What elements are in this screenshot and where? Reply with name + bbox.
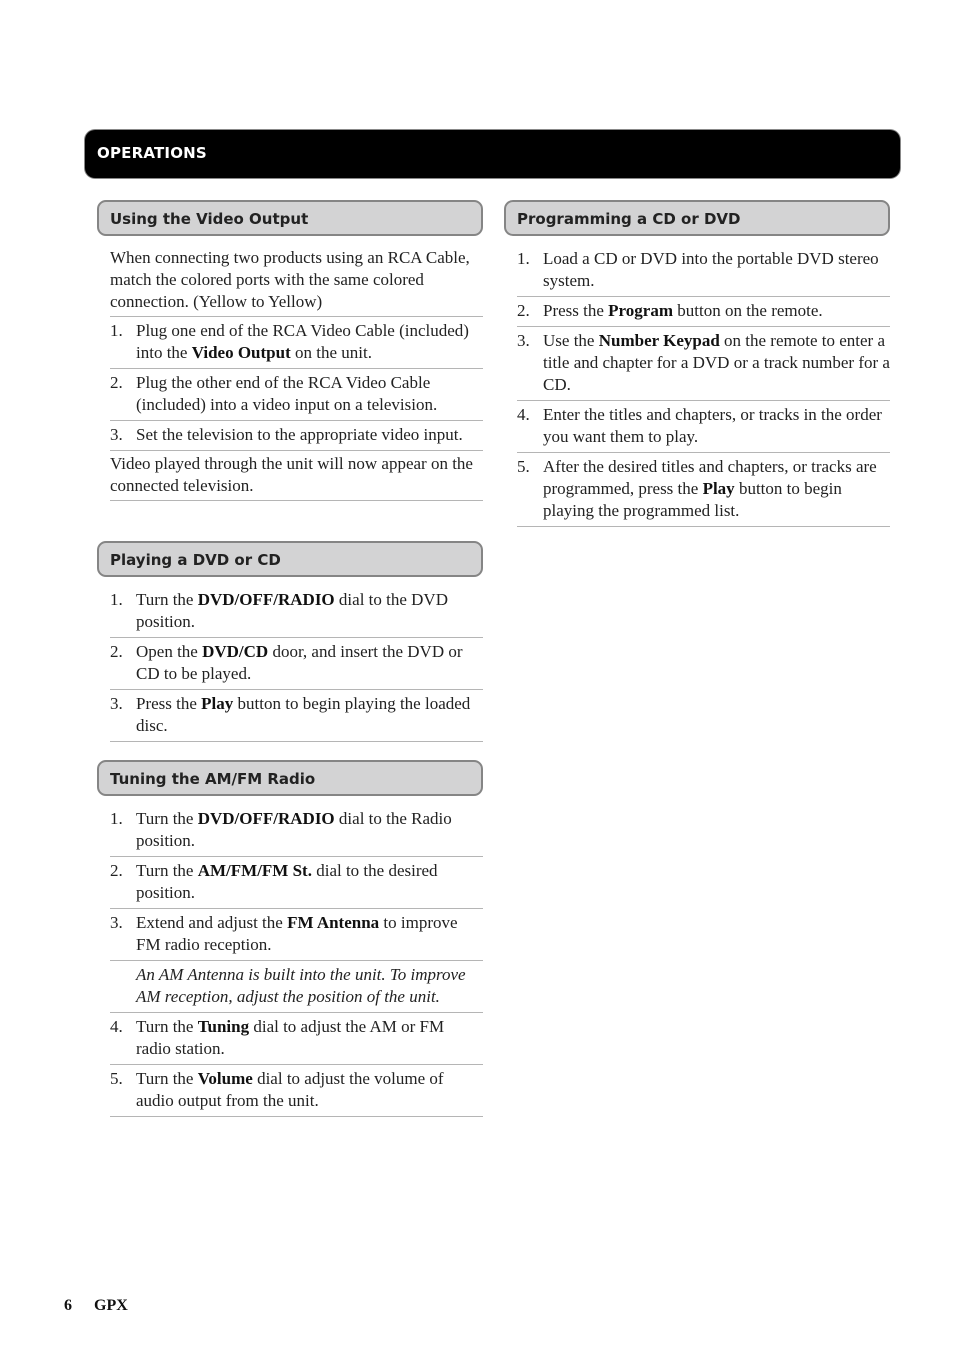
step-text: Extend and adjust the — [136, 913, 288, 932]
list-item — [517, 245, 890, 297]
step-text: on the remote to enter a title and chapter for a DVD or a track number for a CD. — [543, 331, 890, 394]
step-text: dial to the Radio position. — [136, 809, 452, 850]
step-text: to improve FM radio reception. — [136, 913, 458, 954]
list-item — [110, 857, 483, 909]
step-number: 3. — [110, 425, 123, 444]
list-item — [517, 297, 890, 327]
section-heading — [97, 200, 483, 236]
step-bold: Volume — [197, 1069, 253, 1088]
step-bold: Program — [608, 301, 674, 320]
step-number: 3. — [517, 331, 530, 350]
step-number: 2. — [110, 861, 123, 880]
list-item — [110, 638, 483, 690]
step-bold: Play — [201, 694, 234, 713]
list-item — [110, 369, 483, 421]
step-number: 4. — [517, 405, 530, 424]
step-text: Enter the titles and chapters, or tracks in the order you want them to play. — [543, 405, 882, 446]
list-item — [517, 453, 890, 527]
step-number: 1. — [110, 590, 123, 609]
step-text: door, and insert the DVD or CD to be played. — [136, 642, 463, 683]
step-text: Load a CD or DVD into the portable DVD stereo system. — [543, 249, 879, 290]
list-item — [110, 421, 483, 451]
step-text: After the desired titles and chapters, or tracks are programmed, press the — [543, 457, 877, 498]
step-bold: AM/FM/FM St. — [197, 861, 312, 880]
step-bold: DVD/OFF/RADIO — [197, 809, 335, 828]
step-text: on the unit. — [290, 343, 372, 362]
list-item — [110, 909, 483, 961]
intro-paragraph: When connecting two products using an RCA Cable, match the colored ports with the same colored connection. (Yellow to Yellow) — [110, 245, 483, 317]
step-text: Plug one end of the RCA Video Cable (included) into the — [136, 321, 469, 362]
step-text: Set the television to the appropriate video input. — [136, 425, 463, 444]
page-number: 6 — [64, 1297, 72, 1314]
page-footer — [64, 1297, 150, 1315]
step-number: 2. — [517, 301, 530, 320]
section-title: Playing a DVD or CD — [110, 551, 281, 569]
section-heading — [97, 760, 483, 796]
brand-name: GPX — [94, 1297, 128, 1314]
step-text: Open the — [136, 642, 203, 661]
section-heading — [504, 200, 890, 236]
section-playing-dvd — [97, 541, 483, 742]
step-bold: Tuning — [197, 1017, 250, 1036]
list-item — [110, 317, 483, 369]
note-text: An AM Antenna is built into the unit. To improve AM reception, adjust the position of the unit. — [110, 961, 483, 1013]
step-text: Turn the — [136, 861, 198, 880]
step-text: Turn the — [136, 809, 198, 828]
step-bold: DVD/CD — [202, 642, 269, 661]
step-text: Plug the other end of the RCA Video Cable (included) into a video input on a television. — [136, 373, 438, 414]
step-text: dial to adjust the volume of audio output from the unit. — [136, 1069, 444, 1110]
list-item — [110, 586, 483, 638]
section-title: Using the Video Output — [110, 210, 309, 228]
step-number: 2. — [110, 373, 123, 392]
step-number: 3. — [110, 913, 123, 932]
section-title: Programming a CD or DVD — [517, 210, 741, 228]
step-number: 1. — [517, 249, 530, 268]
step-bold: Number Keypad — [598, 331, 720, 350]
banner-title: OPERATIONS — [97, 144, 207, 162]
step-text: dial to the DVD position. — [136, 590, 448, 631]
step-number: 5. — [517, 457, 530, 476]
operations-banner — [85, 130, 900, 178]
step-text: Turn the — [136, 1069, 198, 1088]
section-video-output — [97, 200, 483, 501]
section-title: Tuning the AM/FM Radio — [110, 770, 316, 788]
step-text: Turn the — [136, 590, 198, 609]
section-programming — [504, 200, 890, 527]
step-number: 1. — [110, 321, 123, 340]
step-text: Press the — [136, 694, 202, 713]
step-bold: FM Antenna — [287, 913, 380, 932]
step-text: Turn the — [136, 1017, 198, 1036]
list-item — [110, 805, 483, 857]
step-number: 4. — [110, 1017, 123, 1036]
step-text: dial to adjust the AM or FM radio station. — [136, 1017, 445, 1058]
step-text: dial to the desired position. — [136, 861, 438, 902]
step-bold: Play — [702, 479, 735, 498]
step-number: 3. — [110, 694, 123, 713]
step-text: button to begin playing the loaded disc. — [136, 694, 471, 735]
outro-paragraph: Video played through the unit will now appear on the connected television. — [110, 451, 483, 501]
step-text: Use the — [543, 331, 599, 350]
step-text: button to begin playing the programmed list. — [543, 479, 842, 520]
list-item — [110, 1013, 483, 1065]
step-number: 1. — [110, 809, 123, 828]
list-item — [517, 327, 890, 401]
list-item — [517, 401, 890, 453]
list-item — [110, 1065, 483, 1117]
step-text: Press the — [543, 301, 609, 320]
section-tuning-radio — [97, 760, 483, 1117]
step-number: 2. — [110, 642, 123, 661]
step-number: 5. — [110, 1069, 123, 1088]
section-heading — [97, 541, 483, 577]
step-bold: DVD/OFF/RADIO — [197, 590, 335, 609]
list-item — [110, 690, 483, 742]
step-bold: Video Output — [191, 343, 291, 362]
step-text: button on the remote. — [673, 301, 823, 320]
